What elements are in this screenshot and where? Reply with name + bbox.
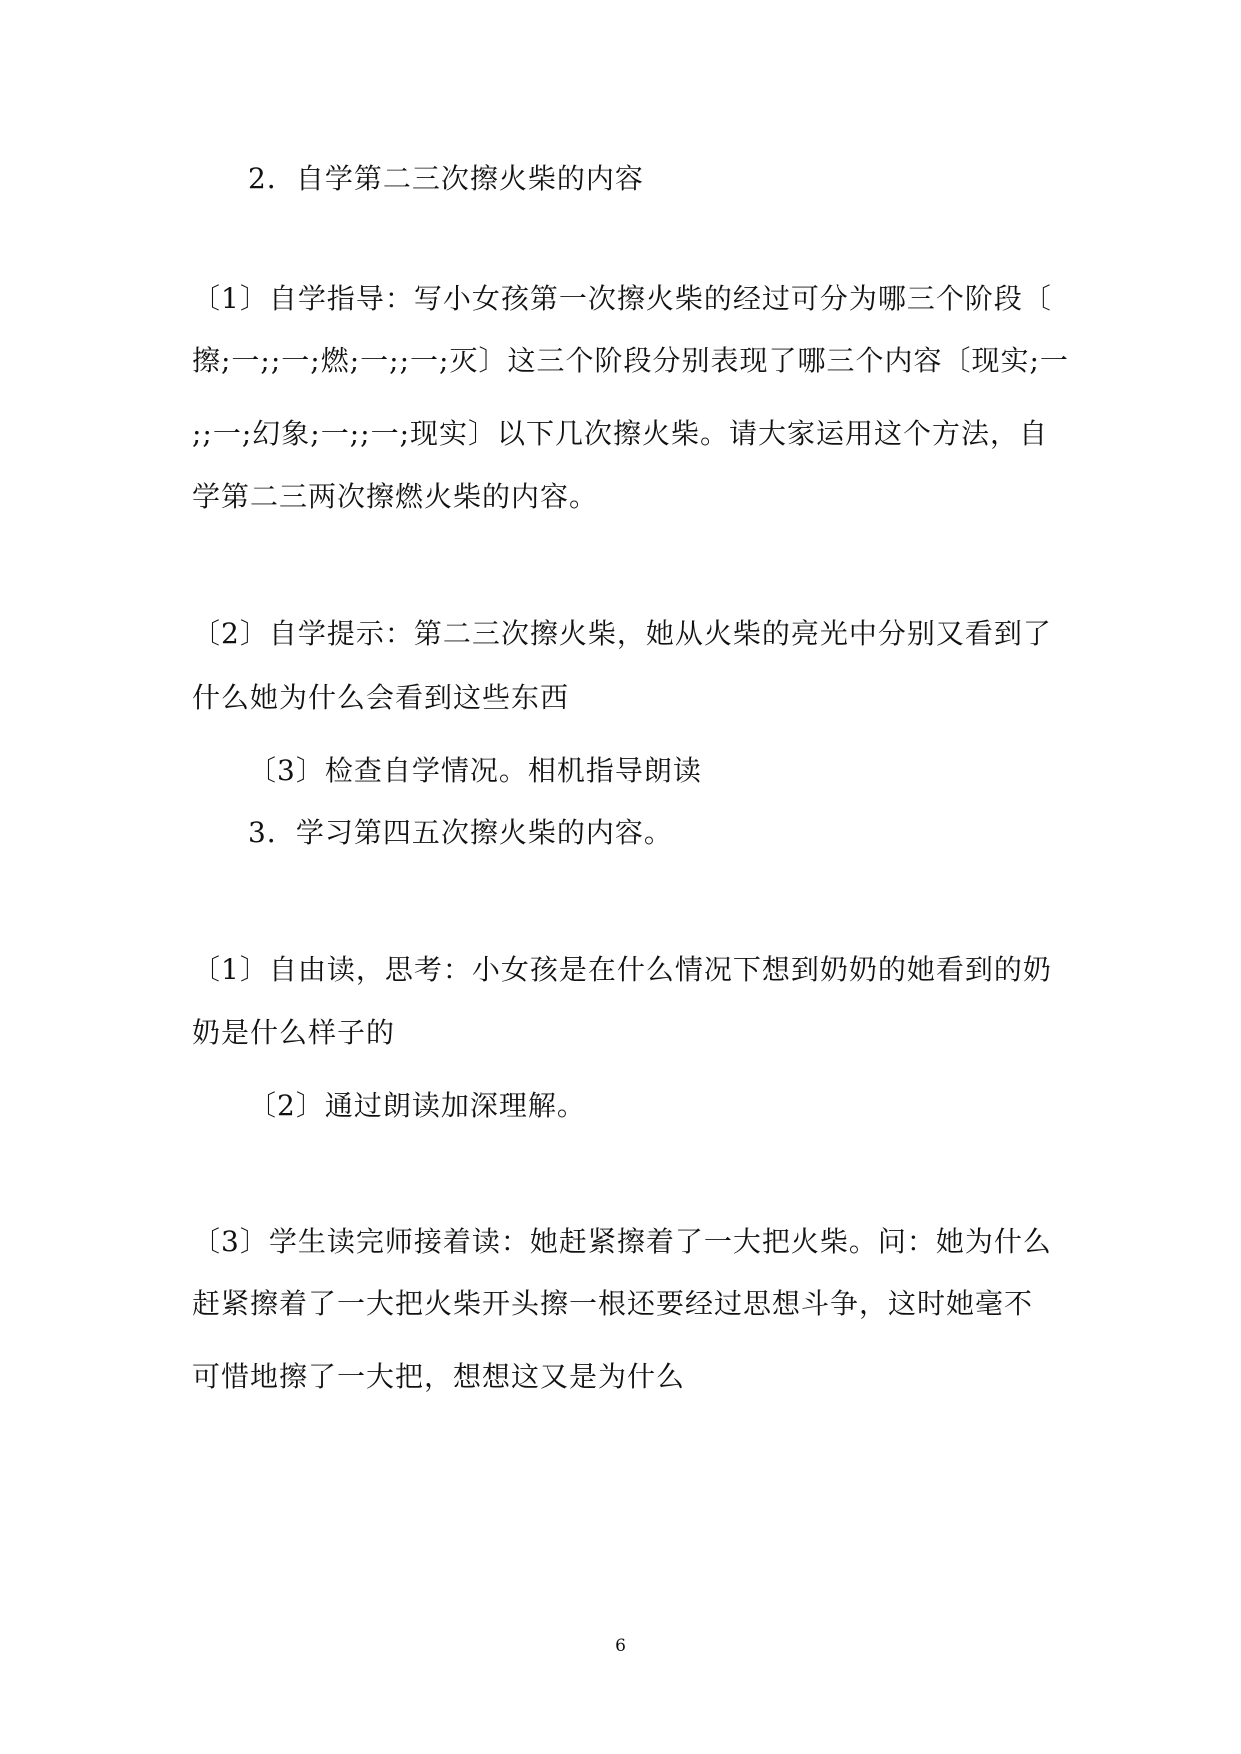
paragraph-line: 〔2〕自学提示：第二三次擦火柴，她从火柴的亮光中分别又看到了 (192, 617, 1052, 650)
paragraph-line: 〔3〕检查自学情况。相机指导朗读 (248, 754, 702, 787)
paragraph-line: 擦;一;;一;燃;一;;一;灭〕这三个阶段分别表现了哪三个内容〔现实;一 (192, 344, 1069, 377)
paragraph-line: 〔3〕学生读完师接着读：她赶紧擦着了一大把火柴。问：她为什么 (192, 1225, 1052, 1258)
paragraph-line: 〔1〕自由读，思考：小女孩是在什么情况下想到奶奶的她看到的奶 (192, 953, 1052, 986)
paragraph-line: 什么她为什么会看到这些东西 (192, 681, 570, 714)
paragraph-line: 奶是什么样子的 (192, 1016, 396, 1049)
paragraph-line: 〔1〕自学指导：写小女孩第一次擦火柴的经过可分为哪三个阶段〔 (192, 282, 1052, 315)
paragraph-line: 赶紧擦着了一大把火柴开头擦一根还要经过思想斗争，这时她毫不 (192, 1287, 1034, 1320)
heading-2: 2．自学第二三次擦火柴的内容 (248, 162, 644, 195)
paragraph-line: 学第二三两次擦燃火柴的内容。 (192, 480, 599, 513)
paragraph-line: 〔2〕通过朗读加深理解。 (248, 1089, 586, 1122)
paragraph-line: 可惜地擦了一大把，想想这又是为什么 (192, 1360, 686, 1393)
heading-3: 3．学习第四五次擦火柴的内容。 (248, 816, 673, 849)
paragraph-line: ;;一;幻象;一;;一;现实〕以下几次擦火柴。请大家运用这个方法，自 (192, 417, 1049, 450)
page-number: 6 (615, 1636, 626, 1656)
